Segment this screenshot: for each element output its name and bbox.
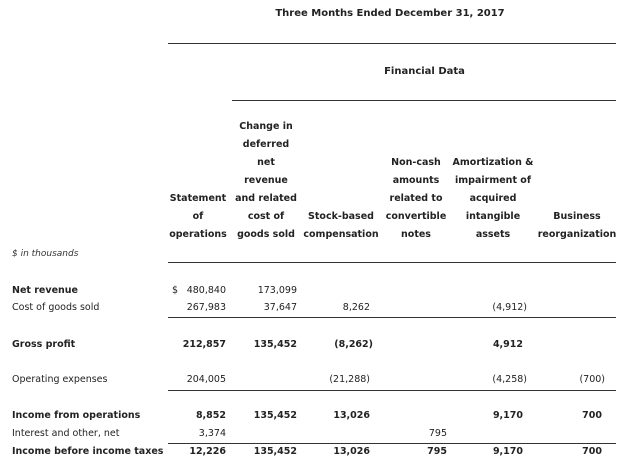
- cell-business-reorg: 700: [582, 410, 602, 421]
- cell-statement: 212,857: [182, 339, 226, 350]
- header-rule: [168, 262, 616, 263]
- cell-business-reorg: 700: [582, 446, 602, 457]
- table-row: [0, 410, 640, 426]
- cell-statement: 480,840: [186, 285, 226, 296]
- cell-noncash-notes: 795: [427, 446, 447, 457]
- col-header-statement: Statement of operations: [169, 193, 227, 240]
- cell-deferred: 135,452: [253, 446, 297, 457]
- col-header-business-reorg: Business reorganization: [537, 211, 617, 240]
- table-row: [0, 446, 640, 462]
- cell-deferred: 173,099: [257, 285, 297, 296]
- cell-stock-comp: 8,262: [342, 302, 370, 313]
- cell-stock-comp: 13,026: [333, 410, 370, 421]
- period-rule: [168, 43, 616, 44]
- cell-amortization: (4,258): [492, 374, 527, 385]
- cell-stock-comp: (21,288): [329, 374, 370, 385]
- row-label: Income before income taxes: [12, 446, 164, 457]
- table-row: [0, 374, 640, 390]
- subtotal-rule: [168, 317, 616, 318]
- col-header-deferred-revenue: Change in deferred net revenue and related cost of goods sold: [235, 121, 297, 240]
- cell-amortization: 9,170: [492, 446, 523, 457]
- cell-deferred: 37,647: [263, 302, 297, 313]
- row-label: Cost of goods sold: [12, 302, 100, 313]
- cell-stock-comp: (8,262): [334, 339, 373, 350]
- table-row: [0, 428, 640, 444]
- cell-statement: 267,983: [186, 302, 226, 313]
- cell-deferred: 135,452: [253, 339, 297, 350]
- cell-amortization: 4,912: [492, 339, 523, 350]
- cell-statement: 3,374: [198, 428, 226, 439]
- group-rule: [232, 100, 616, 101]
- subtotal-rule: [168, 390, 616, 391]
- row-label: Income from operations: [12, 410, 141, 421]
- cell-statement: 8,852: [195, 410, 226, 421]
- group-heading: Financial Data: [384, 66, 465, 77]
- period-heading: Three Months Ended December 31, 2017: [275, 8, 505, 19]
- row-label: Net revenue: [12, 285, 78, 296]
- col-header-amortization: Amortization & impairment of acquired intangible assets: [452, 157, 534, 240]
- row-label: Gross profit: [12, 339, 76, 350]
- cell-deferred: 135,452: [253, 410, 297, 421]
- cell-statement: 12,226: [189, 446, 226, 457]
- cell-stock-comp: 13,026: [333, 446, 370, 457]
- currency-symbol: $: [172, 285, 179, 296]
- total-rule: [168, 443, 616, 444]
- cell-noncash-notes: 795: [428, 428, 447, 439]
- cell-statement: 204,005: [186, 374, 226, 385]
- col-header-noncash-notes: Non-cash amounts related to convertible notes: [385, 157, 447, 240]
- row-label: Interest and other, net: [12, 428, 120, 439]
- table-row: [0, 339, 640, 355]
- col-header-stock-comp: Stock-based compensation: [303, 211, 379, 240]
- row-label: Operating expenses: [12, 374, 108, 385]
- unit-label: $ in thousands: [12, 249, 79, 259]
- table-row: [0, 285, 640, 301]
- cell-amortization: 9,170: [492, 410, 523, 421]
- cell-amortization: (4,912): [492, 302, 527, 313]
- cell-business-reorg: (700): [579, 374, 605, 385]
- table-row: [0, 302, 640, 318]
